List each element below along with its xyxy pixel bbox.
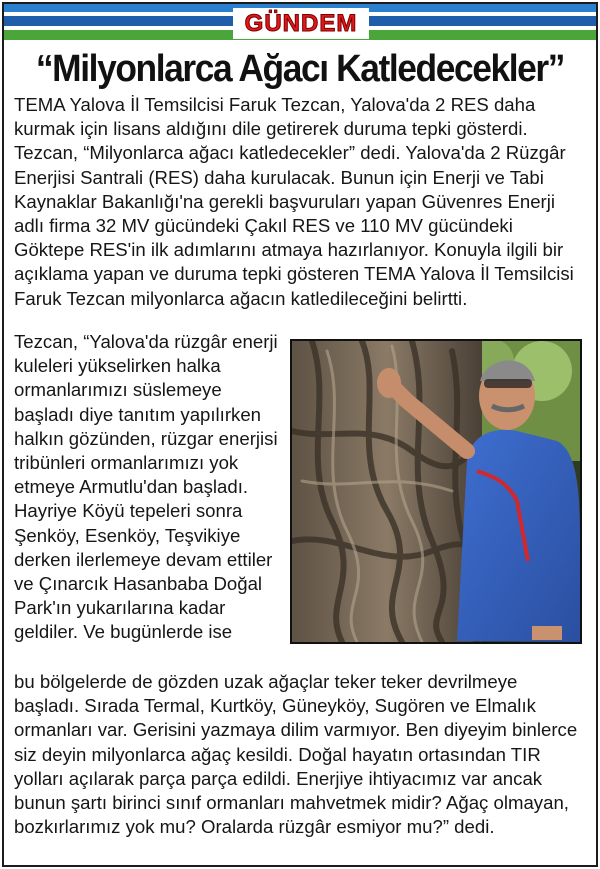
- photo-illustration: [292, 341, 580, 642]
- headline: “Milyonlarca Ağacı Katledecekler”: [35, 48, 565, 90]
- section-banner: [4, 4, 596, 44]
- section-badge: [233, 8, 369, 39]
- article-paragraph-3: bu bölgelerde de gözden uzak ağaçlar teker teker devrilmeye başladı. Sırada Termal, Kurtköy, Güneyköy, Sugören ve Elmalık ormanları var. Gerisini yazmaya dilim varmıyor. Ben diyeyim binlerce siz deyin milyonlarca ağaç kesildi. Doğal hayatın ortasından TIR yolları açılarak parça parça edildi. Enerjiye ihtiyacımız var ancak bunun şartı birinci sınıf ormanları mahvetmek midir? Ağaç olmayan, bozkırlarımız yok mu? Oralarda rüzgâr esmiyor mu?” dedi.: [14, 671, 578, 838]
- section-label: GÜNDEM: [244, 9, 358, 37]
- article-paragraph-1: TEMA Yalova İl Temsilcisi Faruk Tezcan, Yalova'da 2 RES daha kurmak için lisans aldığını dile getirerek duruma tepki gösterdi. Tezcan, “Milyonlarca ağacı katledecekler” dedi. Yalova'da 2 Rüzgâr Enerjisi Santrali (RES) daha kurulacak. Bunun için Enerji ve Tabi Kaynaklar Bakanlığı'na gerekli başvuruları yapan Güvenres Enerji adlı firma 32 MV gücündeki Çakıl RES ve 110 MV gücündeki Göktepe RES'in ilk adımlarını atmaya hazırlanıyor. Konuyla ilgili bir açıklama yapan ve duruma tepki gösteren TEMA Yalova İl Temsilcisi Faruk Tezcan milyonlarca ağacın katledileceğini belirtti.: [14, 94, 574, 309]
- article-photo: [290, 339, 582, 644]
- article-paragraph-2: Tezcan, “Yalova'da rüzgâr enerji kuleleri yükselirken halka ormanlarımızı süslemeye başladı diye tanıtım yapılırken halkın gözünden, rüzgar enerjisi tribünleri ormanlarımızı yok etmeye Armutlu'dan başladı. Hayriye Köyü tepeleri sonra Şenköy, Esenköy, Teşvikiye derken ilerlemeye devam ettiler ve Çınarcık Hasanbaba Doğal Park'ın yukarılarına kadar geldiler. Ve bugünlerde ise: [14, 331, 278, 643]
